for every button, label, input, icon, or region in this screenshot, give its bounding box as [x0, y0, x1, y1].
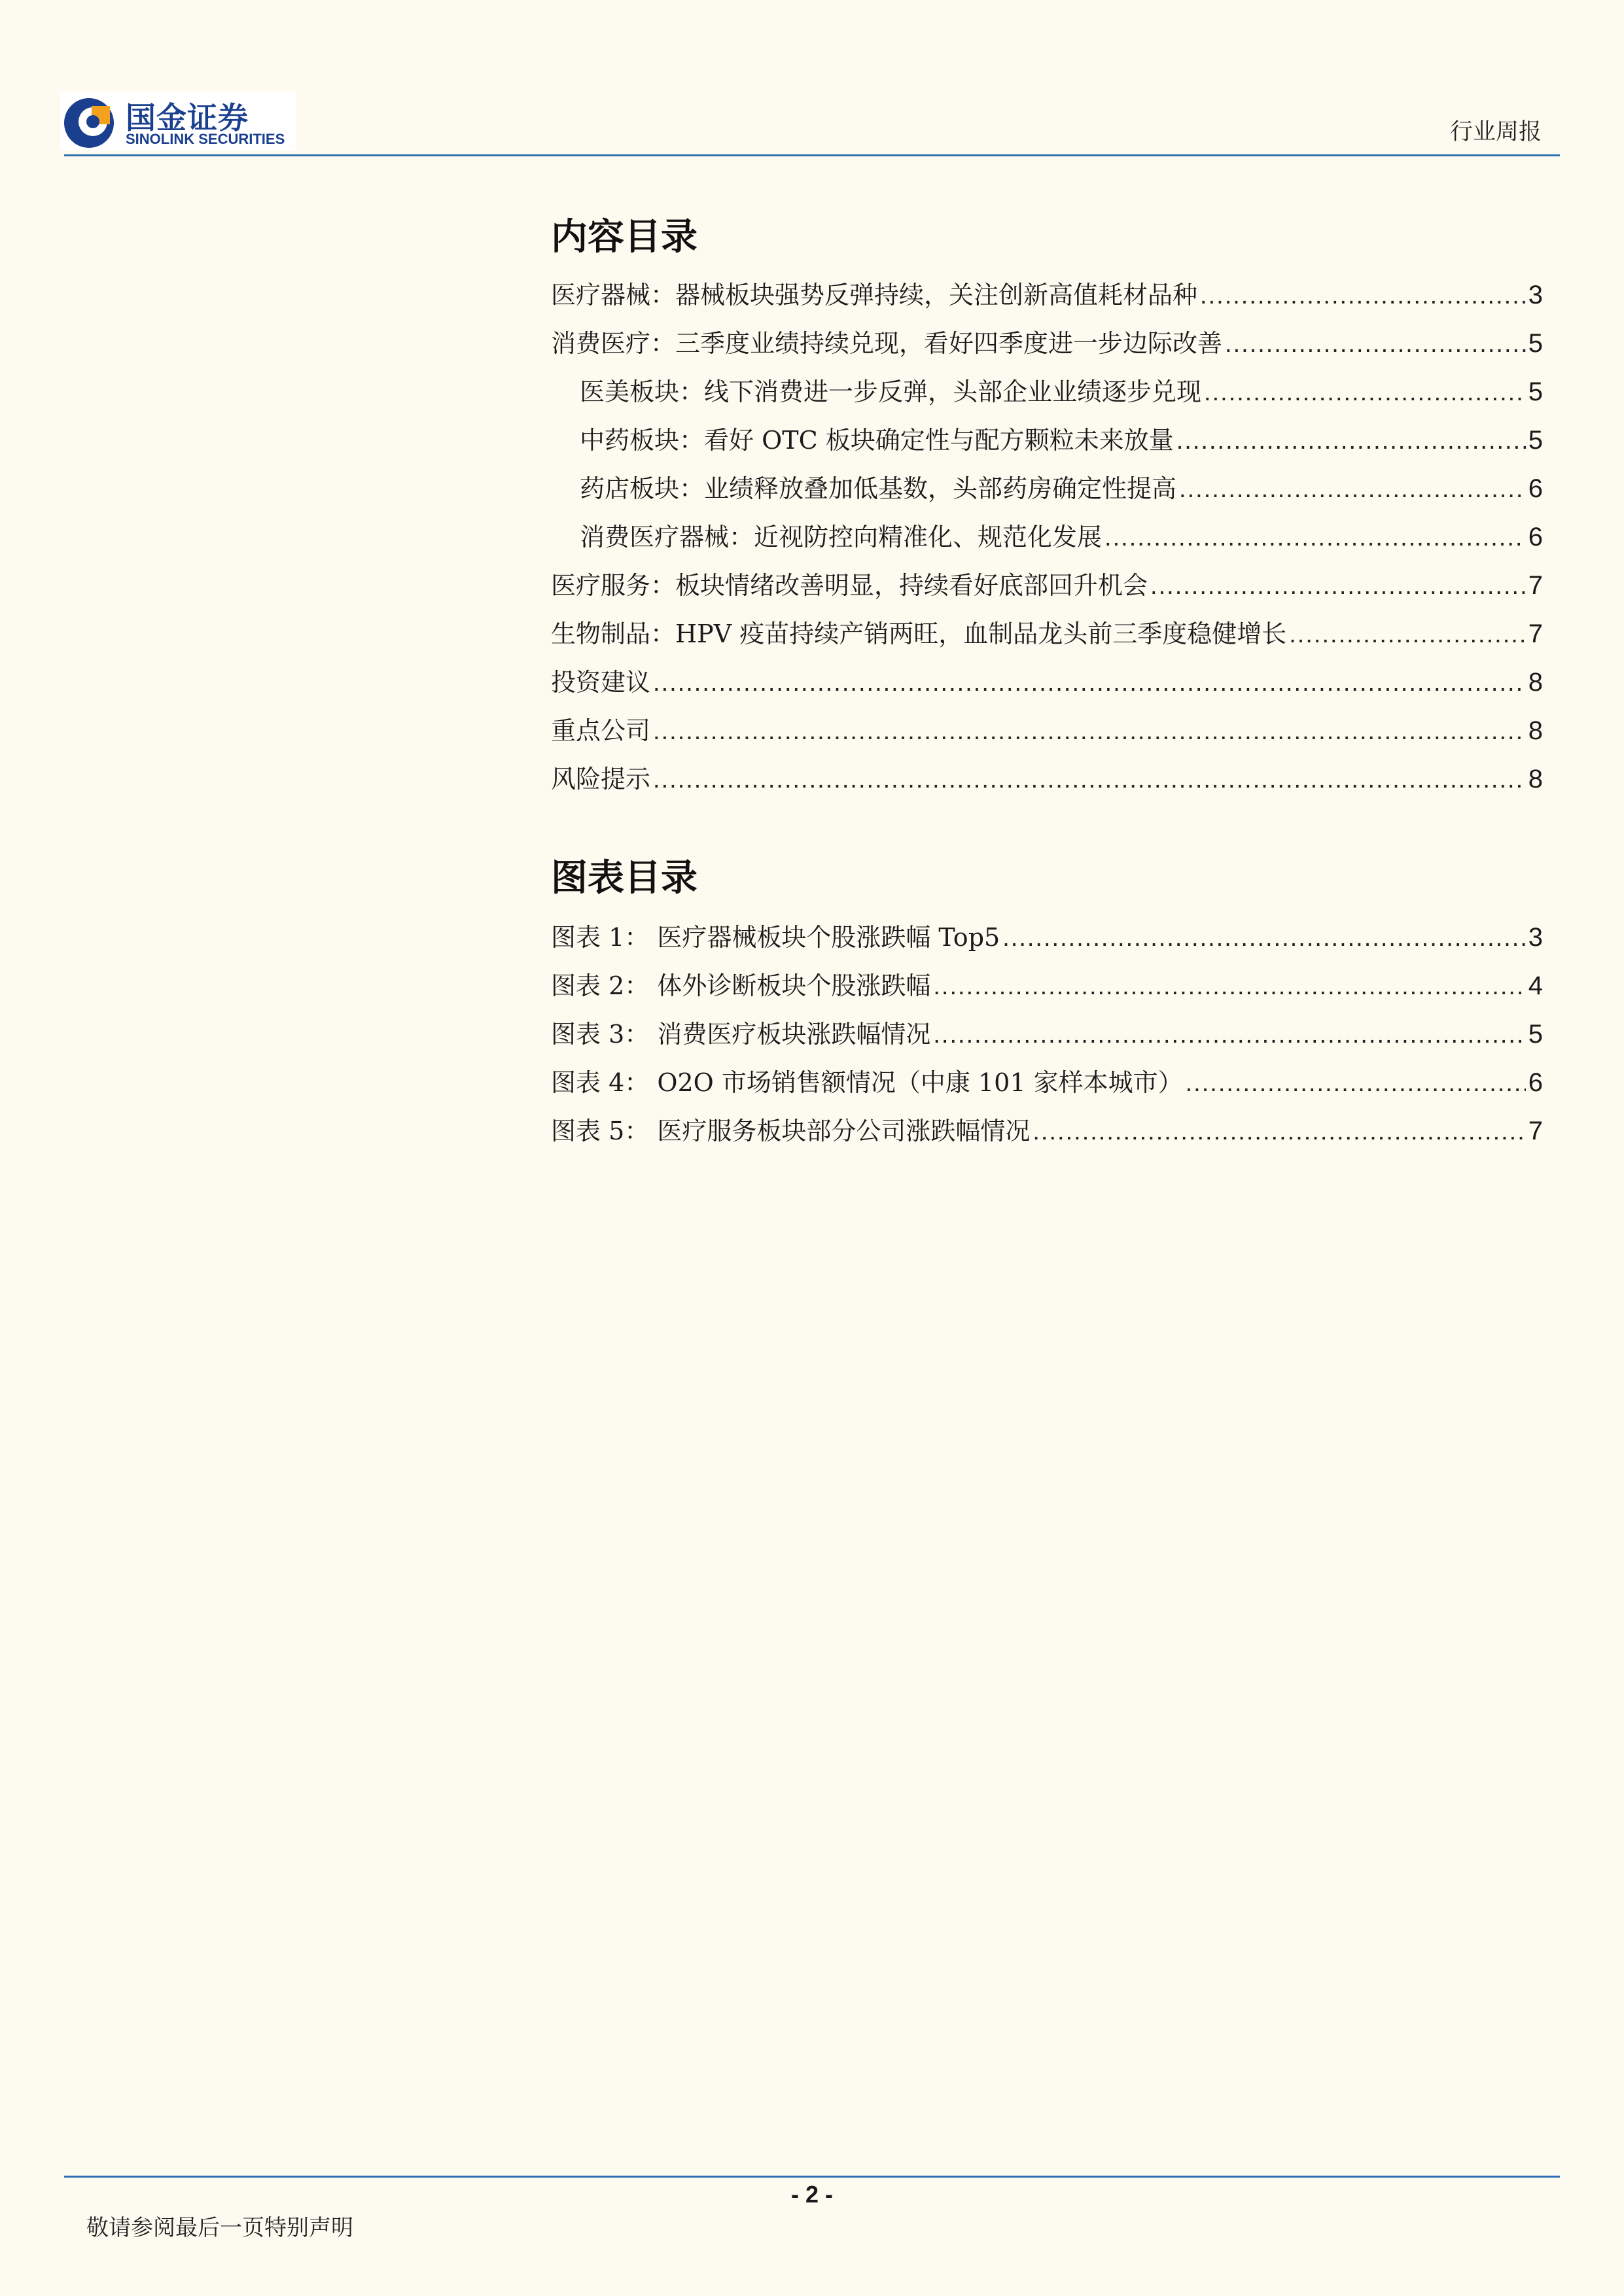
- toc-entry-medical-aesthetics[interactable]: [551, 368, 1543, 416]
- figure-entry-1[interactable]: [551, 913, 1543, 962]
- toc-entry-consumer-devices[interactable]: [551, 513, 1543, 561]
- toc-entry-label: 风险提示: [551, 765, 651, 793]
- figure-entry-3[interactable]: [551, 1010, 1543, 1058]
- disclaimer-text: 敬请参阅最后一页特别声明: [86, 2215, 353, 2241]
- toc-leader-dots: [1002, 914, 1526, 962]
- figure-entry-label: 图表 1： 医疗器械板块个股涨跌幅 Top5: [551, 923, 1000, 952]
- figure-entry-label: 图表 4： O2O 市场销售额情况（中康 101 家样本城市）: [551, 1068, 1183, 1097]
- toc-leader-dots: [1204, 368, 1526, 417]
- figure-entry-2[interactable]: [551, 962, 1543, 1010]
- toc-entry-page: 5: [1528, 329, 1543, 358]
- toc-entry-biologics[interactable]: [551, 610, 1543, 658]
- figure-entry-page: 4: [1528, 971, 1543, 1000]
- toc-leader-dots: [1186, 1059, 1526, 1107]
- page-header: [0, 0, 1624, 157]
- figure-entry-page: 6: [1528, 1068, 1543, 1097]
- toc-entry-medical-devices[interactable]: [551, 271, 1543, 319]
- figure-entry-label: 图表 5： 医疗服务板块部分公司涨跌幅情况: [551, 1117, 1031, 1145]
- toc-entry-label: 投资建议: [551, 668, 651, 697]
- sinolink-logo-icon: [63, 97, 115, 149]
- figure-entry-page: 5: [1528, 1020, 1543, 1049]
- toc-entry-tcm[interactable]: [551, 416, 1543, 464]
- toc-entry-page: 6: [1528, 474, 1543, 503]
- toc-entry-medical-services[interactable]: [551, 561, 1543, 610]
- toc-entry-label: 药店板块：业绩释放叠加低基数，头部药房确定性提高: [580, 474, 1177, 503]
- header-divider: [64, 154, 1560, 156]
- footer-divider: [64, 2176, 1560, 2178]
- figure-entry-5[interactable]: [551, 1107, 1543, 1155]
- toc-leader-dots: [653, 659, 1526, 707]
- toc-leader-dots: [1225, 320, 1526, 368]
- toc-entry-label: 生物制品：HPV 疫苗持续产销两旺，血制品龙头前三季度稳健增长: [551, 619, 1287, 648]
- toc-entry-risk-warning[interactable]: [551, 755, 1543, 803]
- toc-entry-page: 5: [1528, 377, 1543, 406]
- toc-entry-label: 消费医疗：三季度业绩持续兑现，看好四季度进一步边际改善: [551, 329, 1223, 358]
- logo-chinese-name: 国金证券: [126, 100, 249, 135]
- contents-list: [551, 271, 1543, 803]
- toc-leader-dots: [1150, 562, 1526, 610]
- toc-leader-dots: [1033, 1107, 1525, 1156]
- toc-leader-dots: [1104, 513, 1526, 562]
- report-type-label: 行业周报: [1449, 119, 1542, 145]
- toc-leader-dots: [1289, 610, 1526, 659]
- toc-entry-label: 医疗器械：器械板块强势反弹持续，关注创新高值耗材品种: [551, 281, 1198, 309]
- toc-leader-dots: [653, 756, 1526, 804]
- toc-entry-label: 重点公司: [551, 716, 651, 745]
- toc-entry-label: 消费医疗器械：近视防控向精准化、规范化发展: [580, 523, 1103, 551]
- page-number: - 2 -: [790, 2181, 833, 2208]
- figure-entry-label: 图表 3： 消费医疗板块涨跌幅情况: [551, 1020, 931, 1049]
- toc-leader-dots: [933, 962, 1525, 1011]
- toc-entry-page: 8: [1528, 668, 1543, 697]
- toc-entry-page: 6: [1528, 523, 1543, 551]
- toc-leader-dots: [933, 1011, 1525, 1059]
- toc-entry-label: 医疗服务：板块情绪改善明显，持续看好底部回升机会: [551, 571, 1148, 600]
- toc-entry-key-companies[interactable]: [551, 706, 1543, 755]
- toc-leader-dots: [653, 707, 1526, 756]
- toc-entry-label: 中药板块：看好 OTC 板块确定性与配方颗粒未来放量: [580, 426, 1174, 455]
- toc-entry-consumer-medical[interactable]: [551, 319, 1543, 368]
- toc-entry-page: 3: [1528, 281, 1543, 309]
- toc-entry-investment-advice[interactable]: [551, 658, 1543, 706]
- logo-english-name: SINOLINK SECURITIES: [126, 131, 285, 147]
- toc-entry-page: 8: [1528, 716, 1543, 745]
- figure-entry-label: 图表 2： 体外诊断板块个股涨跌幅: [551, 971, 931, 1000]
- figure-entry-page: 7: [1528, 1117, 1543, 1145]
- figure-entry-4[interactable]: [551, 1058, 1543, 1107]
- toc-entry-label: 医美板块：线下消费进一步反弹，头部企业业绩逐步兑现: [580, 377, 1202, 406]
- toc-entry-page: 8: [1528, 765, 1543, 793]
- figures-title: 图表目录: [551, 857, 697, 899]
- toc-entry-pharmacy[interactable]: [551, 464, 1543, 513]
- company-logo: [60, 92, 296, 150]
- toc-leader-dots: [1179, 465, 1526, 513]
- contents-title: 内容目录: [551, 216, 697, 258]
- toc-leader-dots: [1200, 271, 1526, 320]
- figures-list: [551, 913, 1543, 1155]
- toc-entry-page: 5: [1528, 426, 1543, 455]
- figure-entry-page: 3: [1528, 923, 1543, 952]
- toc-leader-dots: [1176, 417, 1526, 465]
- toc-entry-page: 7: [1528, 619, 1543, 648]
- toc-entry-page: 7: [1528, 571, 1543, 600]
